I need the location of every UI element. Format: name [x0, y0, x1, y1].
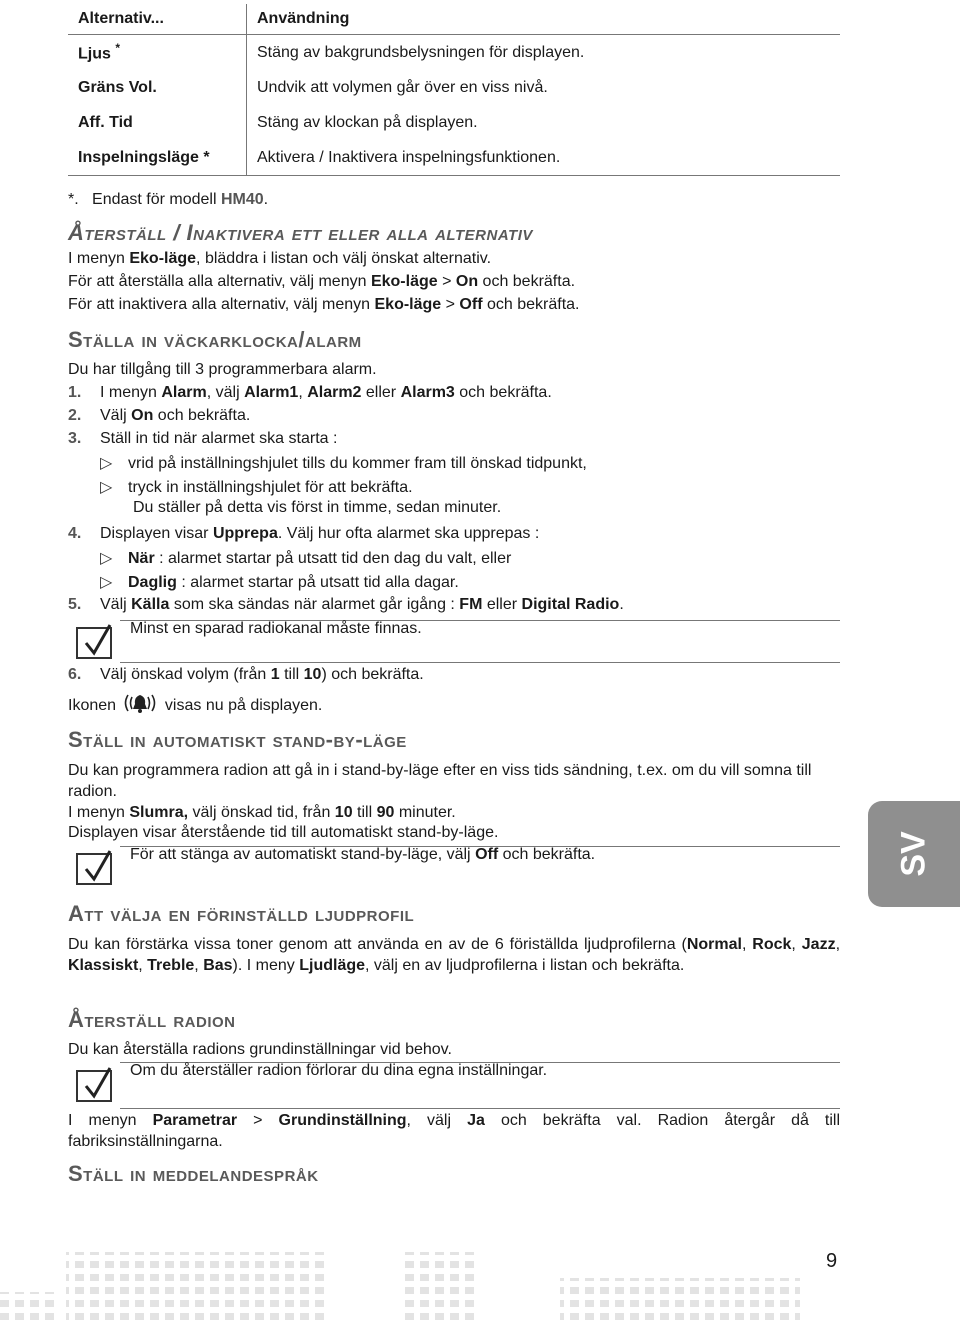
- triangle-bullet-icon: ▷: [100, 574, 113, 591]
- paragraph: För att återställa alla alternativ, välj menyn Eko-läge > On och bekräfta.: [68, 273, 576, 290]
- note-text: För att stänga av automatiskt stand-by-läge, välj Off och bekräfta.: [130, 846, 596, 863]
- option-name: Ljus *: [68, 35, 247, 71]
- option-desc: Stäng av klockan på displayen.: [257, 113, 478, 131]
- table-header-row: [68, 4, 840, 35]
- step-5: 5. Välj Källa som ska sändas när alarmet går igång : FM eller Digital Radio.: [68, 596, 624, 613]
- paragraph: Du kan förstärka vissa toner genom att använda en av de 6 föriställda ljudprofilerna (Normal, Rock, Jazz, Klassiskt, Treble, Bas). I meny Ljudläge, välj en av ljudprofilerna i listan och bekräfta.: [68, 936, 841, 974]
- note-box: [68, 1062, 840, 1108]
- table-row: [68, 140, 840, 176]
- section-title-sound-profile: Att välja en förinställd ljudprofil: [68, 901, 415, 926]
- paragraph: Du kan programmera radion att gå in i stand-by-läge efter en viss tids sändning, t.ex. om du vill somna till radion.: [68, 762, 812, 800]
- note-text: Minst en sparad radiokanal måste finnas.: [130, 620, 422, 637]
- check-box-icon: [76, 1070, 112, 1102]
- note-box: [68, 846, 840, 890]
- paragraph: Du kan återställa radions grundinställningar vid behov.: [68, 1041, 452, 1058]
- section-title-reset-radio: Återställ radion: [68, 1007, 236, 1032]
- table-row: [68, 35, 840, 71]
- options-table: [68, 4, 840, 176]
- option-name: Aff. Tid: [68, 105, 247, 140]
- bullet-item: ▷ vrid på inställningshjulet tills du kommer fram till önskad tidpunkt,: [100, 455, 587, 472]
- paragraph: Du har tillgång till 3 programmerbara alarm.: [68, 361, 377, 378]
- paragraph: I menyn Parametrar > Grundinställning, välj Ja och bekräfta val. Radion återgår då till fabriksinställningarna.: [68, 1112, 841, 1150]
- option-desc: Stäng av bakgrundsbelysningen för displayen.: [257, 43, 585, 61]
- step-2: 2. Välj On och bekräfta.: [68, 407, 251, 424]
- bullet-item: ▷ Daglig : alarmet startar på utsatt tid alla dagar.: [100, 574, 459, 591]
- paragraph: I menyn Slumra, välj önskad tid, från 10 till 90 minuter.: [68, 804, 456, 821]
- paragraph: Du ställer på detta vis först in timme, sedan minuter.: [133, 499, 502, 516]
- page-number: 9: [826, 1250, 838, 1272]
- step-3: 3. Ställ in tid när alarmet ska starta :: [68, 430, 338, 447]
- decorative-dot-pattern: [0, 1248, 800, 1326]
- option-desc: Undvik att volymen går över en viss nivå.: [257, 78, 548, 96]
- option-name: Gräns Vol.: [68, 70, 247, 105]
- language-tab-label: SV: [894, 831, 933, 877]
- check-box-icon: [76, 853, 112, 885]
- triangle-bullet-icon: ▷: [100, 479, 113, 496]
- table-row: [68, 105, 840, 140]
- triangle-bullet-icon: ▷: [100, 455, 113, 472]
- paragraph: Displayen visar återstående tid till automatiskt stand-by-läge.: [68, 824, 499, 841]
- step-4: 4. Displayen visar Upprepa. Välj hur ofta alarmet ska upprepas :: [68, 525, 540, 542]
- bullet-item: ▷ När : alarmet startar på utsatt tid den dag du valt, eller: [100, 550, 512, 567]
- table-header-usage: Användning: [247, 4, 841, 35]
- note-text: Om du återställer radion förlorar du dina egna inställningar.: [130, 1062, 548, 1079]
- section-title-alarm: Ställa in väckarklocka/alarm: [68, 327, 362, 352]
- bullet-item: ▷ tryck in inställningshjulet för att bekräfta.: [100, 479, 413, 496]
- option-name: Inspelningsläge *: [68, 140, 247, 176]
- section-title-language: Ställ in meddelandespråk: [68, 1161, 319, 1186]
- table-header-option: Alternativ...: [68, 4, 247, 35]
- icon-line: Ikonen visas nu på displayen.: [68, 692, 840, 719]
- paragraph: För att inaktivera alla alternativ, välj menyn Eko-läge > Off och bekräfta.: [68, 296, 580, 313]
- table-row: [68, 70, 840, 105]
- paragraph: I menyn Eko-läge, bläddra i listan och välj önskat alternativ.: [68, 250, 492, 267]
- option-desc: Aktivera / Inaktivera inspelningsfunktionen.: [247, 140, 841, 176]
- note-box: [68, 620, 840, 664]
- check-box-icon: [76, 627, 112, 659]
- section-title-reset-alternatives: Återställ / Inaktivera ett eller alla alternativ: [68, 220, 533, 245]
- language-tab: [868, 801, 960, 907]
- section-title-standby: Ställ in automatiskt stand-by-läge: [68, 727, 407, 752]
- step-6: 6. Välj önskad volym (från 1 till 10) och bekräfta.: [68, 666, 424, 683]
- step-1: 1. I menyn Alarm, välj Alarm1, Alarm2 eller Alarm3 och bekräfta.: [68, 384, 552, 401]
- footnote: *. Endast för modell HM40.: [68, 191, 269, 208]
- alarm-bell-icon: [120, 692, 160, 719]
- triangle-bullet-icon: ▷: [100, 550, 113, 567]
